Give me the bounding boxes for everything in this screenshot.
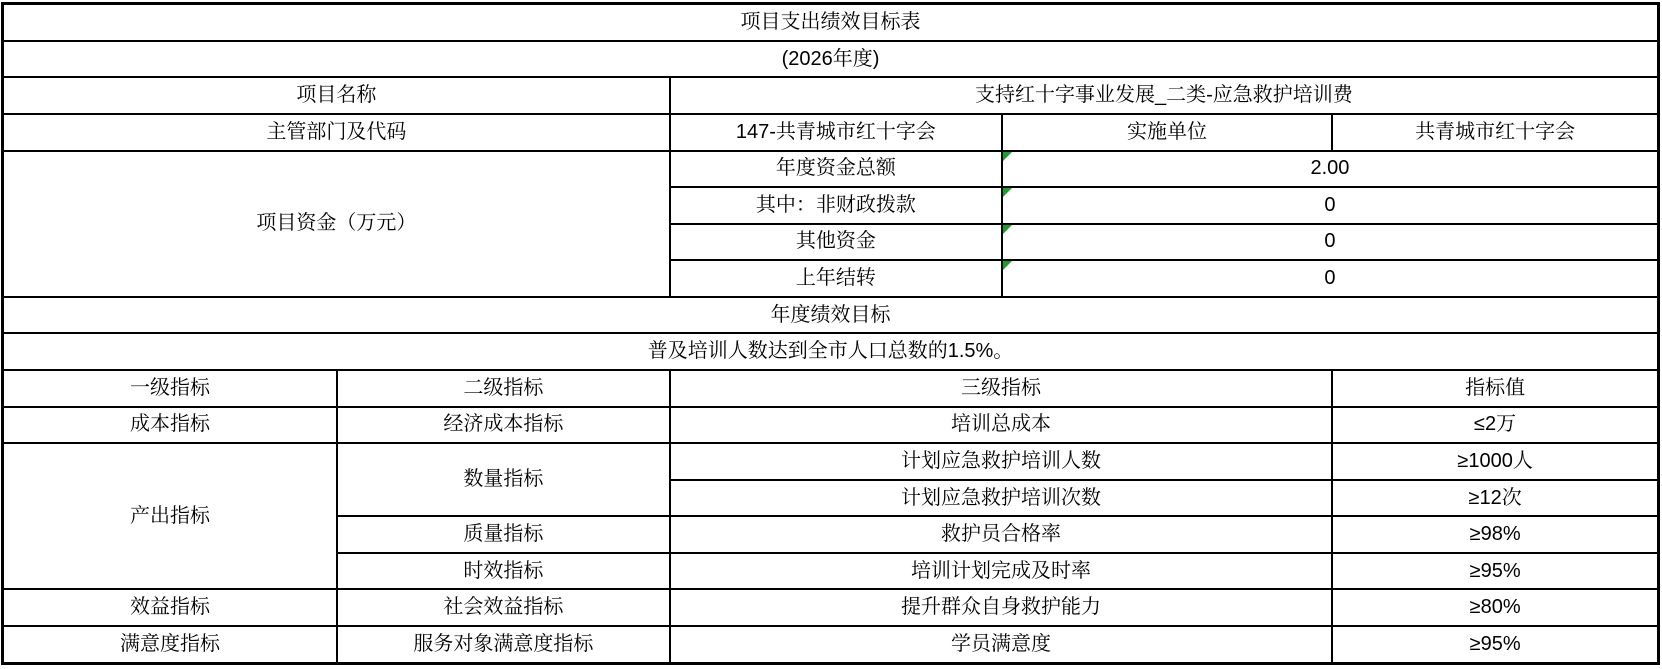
comment-indicator-triangle [1003,188,1012,197]
funds-total-value-cell[interactable] [1002,151,1659,188]
satisfaction-l2-cell[interactable]: 服务对象满意度指标 [337,626,670,663]
funds-total-label-cell[interactable]: 年度资金总额 [670,151,1002,188]
row-indicator-headers [3,370,1659,407]
table-title-cell[interactable]: 项目支出绩效目标表 [3,4,1659,41]
header-value-cell[interactable]: 指标值 [1332,370,1658,407]
annual-goal-text-cell[interactable]: 普及培训人数达到全市人口总数的1.5%。 [3,333,1659,370]
quality-l3-cell[interactable]: 救护员合格率 [670,516,1332,553]
quantity-row1-value-cell[interactable]: ≥1000人 [1332,443,1658,480]
comment-indicator-triangle [1003,152,1012,161]
performance-target-table [1,2,1660,665]
annual-goal-header-cell[interactable]: 年度绩效目标 [3,297,1659,334]
row-project-name [3,77,1659,114]
funds-carryover-value-cell[interactable] [1002,260,1659,297]
impl-unit-label-cell[interactable]: 实施单位 [1002,114,1332,151]
cost-l2-cell[interactable]: 经济成本指标 [337,407,670,444]
project-name-value-cell[interactable]: 支持红十字事业发展_二类-应急救护培训费 [670,77,1659,114]
row-cost-indicator [3,407,1659,444]
benefit-l1-cell[interactable]: 效益指标 [3,589,338,626]
quantity-row2-value-cell[interactable]: ≥12次 [1332,480,1658,517]
satisfaction-l1-cell[interactable]: 满意度指标 [3,626,338,663]
timeliness-value-cell[interactable]: ≥95% [1332,553,1658,590]
header-level1-cell[interactable]: 一级指标 [3,370,338,407]
quality-l2-cell[interactable]: 质量指标 [337,516,670,553]
quantity-l2-cell[interactable]: 数量指标 [337,443,670,516]
row-satisfaction-indicator [3,626,1659,663]
quantity-row2-l3-cell[interactable]: 计划应急救护培训次数 [670,480,1332,517]
row-annual-goal-header [3,297,1659,334]
header-level2-cell[interactable]: 二级指标 [337,370,670,407]
funds-carryover-label-cell[interactable]: 上年结转 [670,260,1002,297]
row-benefit-indicator [3,589,1659,626]
row-annual-goal-text [3,333,1659,370]
quantity-row1-l3-cell[interactable]: 计划应急救护培训人数 [670,443,1332,480]
satisfaction-value-cell[interactable]: ≥95% [1332,626,1658,663]
row-output-quantity-1 [3,443,1659,480]
cost-l1-cell[interactable]: 成本指标 [3,407,338,444]
dept-label-cell[interactable]: 主管部门及代码 [3,114,670,151]
output-l1-cell[interactable]: 产出指标 [3,443,338,589]
funds-total-value: 2.00 [1310,157,1350,180]
row-title [3,4,1659,41]
funds-other-label-cell[interactable]: 其他资金 [670,224,1002,261]
funds-nonfiscal-value-cell[interactable] [1002,187,1659,224]
year-cell[interactable]: (2026年度) [3,41,1659,78]
timeliness-l3-cell[interactable]: 培训计划完成及时率 [670,553,1332,590]
cost-l3-cell[interactable]: 培训总成本 [670,407,1332,444]
timeliness-l2-cell[interactable]: 时效指标 [337,553,670,590]
project-name-label-cell[interactable]: 项目名称 [3,77,670,114]
funds-carryover-value: 0 [1324,267,1336,290]
row-funds-total [3,151,1659,188]
satisfaction-l3-cell[interactable]: 学员满意度 [670,626,1332,663]
funds-label-cell[interactable]: 项目资金（万元） [3,151,670,297]
funds-other-value-cell[interactable] [1002,224,1659,261]
dept-value-cell[interactable]: 147-共青城市红十字会 [670,114,1002,151]
row-department [3,114,1659,151]
quality-value-cell[interactable]: ≥98% [1332,516,1658,553]
benefit-l2-cell[interactable]: 社会效益指标 [337,589,670,626]
cost-value-cell[interactable]: ≤2万 [1332,407,1658,444]
benefit-value-cell[interactable]: ≥80% [1332,589,1658,626]
benefit-l3-cell[interactable]: 提升群众自身救护能力 [670,589,1332,626]
funds-other-value: 0 [1324,230,1336,253]
comment-indicator-triangle [1003,225,1012,234]
comment-indicator-triangle [1003,261,1012,270]
header-level3-cell[interactable]: 三级指标 [670,370,1332,407]
funds-nonfiscal-label-cell[interactable]: 其中：非财政拨款 [670,187,1002,224]
impl-unit-value-cell[interactable]: 共青城市红十字会 [1332,114,1658,151]
row-year [3,41,1659,78]
funds-nonfiscal-value: 0 [1324,193,1336,216]
